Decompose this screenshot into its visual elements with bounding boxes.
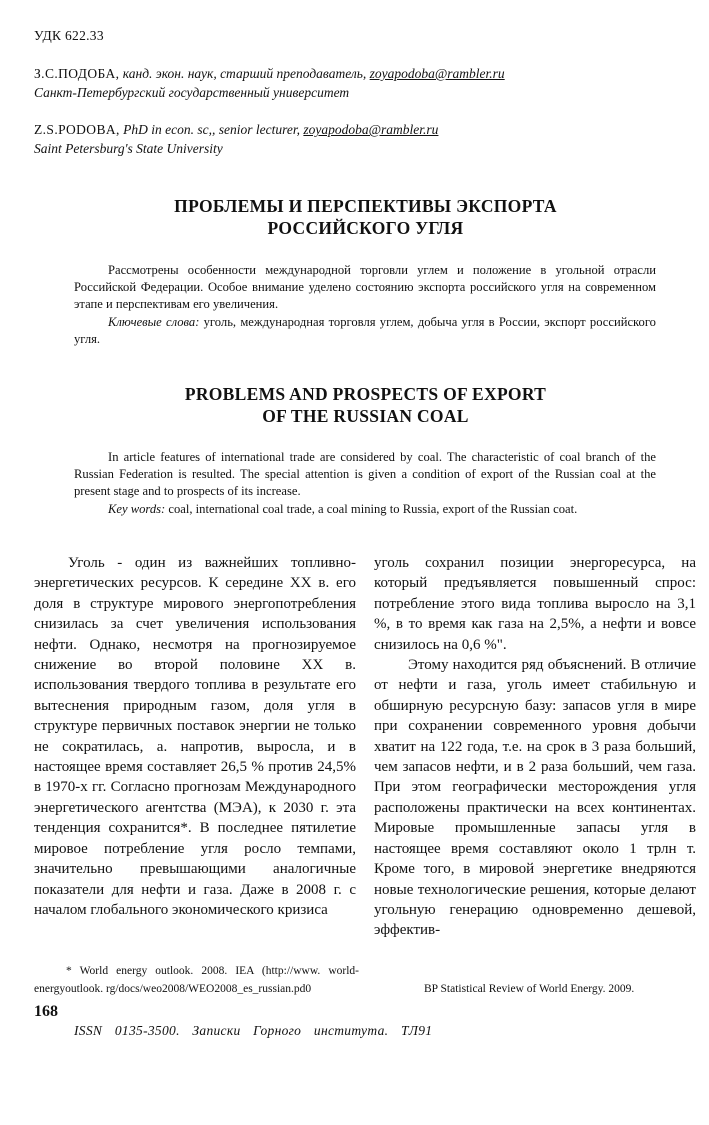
udc-code: УДК 622.33 xyxy=(34,28,104,43)
keywords-en-text: coal, international coal trade, a coal mining to Russia, export of the Russian coat. xyxy=(168,501,578,516)
abstract-en xyxy=(74,449,656,518)
article-title-ru xyxy=(60,195,671,239)
body-column-right xyxy=(374,553,696,941)
author-details-en: PhD in econ. sc,, senior lecturer, xyxy=(123,122,301,137)
author-name-ru: З.С.ПОДОБА, xyxy=(34,66,120,81)
body-paragraph: Этому находится ряд объяснений. В отличие от нефти и газа, уголь имеет стабильную и обширную ресурсную базу: запасов угля в мире при сохранении современного уровня добычи хватит на 122 года, т.е. на срок в 3 раза больший, чем запасов нефти, и в 2 раза больший, чем газа. При этом географически месторождения угля расположены практически на всех континентах. Мировые промышленные запасы угля в настоящее время составляют около 1 трлн т. Кроме того, в мировой энергетике внедряются новые технологические решения, которые делают угольную генерацию одновременно дешевой, эффектив- xyxy=(374,657,696,939)
keywords-ru xyxy=(74,314,656,348)
title-ru-line1: ПРОБЛЕМЫ И ПЕРСПЕКТИВЫ ЭКСПОРТА xyxy=(174,196,557,216)
body-paragraph: Уголь - один из важнейших топливно-энергетических ресурсов. К середине XX в. его доля в структуре мирового энергопотребления снизилась за счет увеличения использования нефти. Однако, несмотря на прогнозируемое снижение во второй половине XX в. использования твердого топлива в результате его вытеснения природным газом, доля угля в структуре первичных поставок энергии не только не сократилась, а. напротив, выросла, и в настоящее время составляет 26,5 % против 24,5% в 1970-х гг. Согласно прогнозам Международного энергетического агентства (МЭА), к 2030 г. эта тенденция сохранится*. В последнее пятилетие мировое потребление угля росло темпами, значительно превышающими аналогичные показатели для нефти и газа. Даже в 2008 г. с началом глобального экономического кризиса xyxy=(34,555,356,918)
author-block-ru xyxy=(34,64,505,102)
abstract-en-text: In article features of international trade are considered by coal. The characteristic of coal branch of the Russian Federation is resulted. The special attention is given a condition of export of the Russian coal at the present stage and to prospects of its increase. xyxy=(74,450,656,499)
title-en-line2: OF THE RUSSIAN COAL xyxy=(262,406,469,426)
keywords-ru-label: Ключевые слова: xyxy=(108,314,200,329)
journal-footer: ISSN 0135-3500. Записки Горного института. ТЛ91 xyxy=(74,1023,433,1038)
title-ru-line2: РОССИЙСКОГО УГЛЯ xyxy=(267,218,464,238)
article-title-en xyxy=(60,383,671,427)
page-number: 168 xyxy=(34,1003,58,1020)
author-block-en xyxy=(34,120,438,158)
body-paragraph: уголь сохранил позиции энергоресурса, на который предъявляется повышенный спрос: потребление этого вида топлива выросло на 3,1 %, в то время как газа на 2,5%, а нефти и вовсе снизилось на 0,6 %". xyxy=(374,555,696,653)
footnote-left xyxy=(34,962,359,998)
author-affiliation-en: Saint Petersburg's State University xyxy=(34,141,223,156)
keywords-en-label: Key words: xyxy=(108,501,166,516)
title-en-line1: PROBLEMS AND PROSPECTS OF EXPORT xyxy=(184,384,547,404)
footnote-left-text: * World energy outlook. 2008. IEA (http://www. world-energyoutlook. rg/docs/weo2008/WEO2008_es_russian.pd0 xyxy=(34,965,359,995)
author-affiliation-ru: Санкт-Петербургский государственный университет xyxy=(34,85,350,100)
author-email-en[interactable]: zoyapodoba@rambler.ru xyxy=(303,122,439,137)
abstract-ru-text: Рассмотрены особенности международной торговли углем и положение в угольной отрасли Российской Федерации. Особое внимание уделено состоянию экспорта российского угля на современном этапе и перспективам его увеличения. xyxy=(74,263,656,312)
author-email-ru[interactable]: zoyapodoba@rambler.ru xyxy=(369,66,505,81)
author-details-ru: канд. экон. наук, старший преподаватель, xyxy=(122,66,367,81)
footnote-right: BP Statistical Review of World Energy. 2009. xyxy=(424,983,635,995)
keywords-ru-text: уголь, международная торговля углем, добыча угля в России, экспорт российского угля. xyxy=(74,314,656,346)
keywords-en xyxy=(74,501,656,518)
body-column-left xyxy=(34,553,356,920)
author-name-en: Z.S.PODOBA, xyxy=(34,122,120,137)
abstract-ru xyxy=(74,262,656,348)
